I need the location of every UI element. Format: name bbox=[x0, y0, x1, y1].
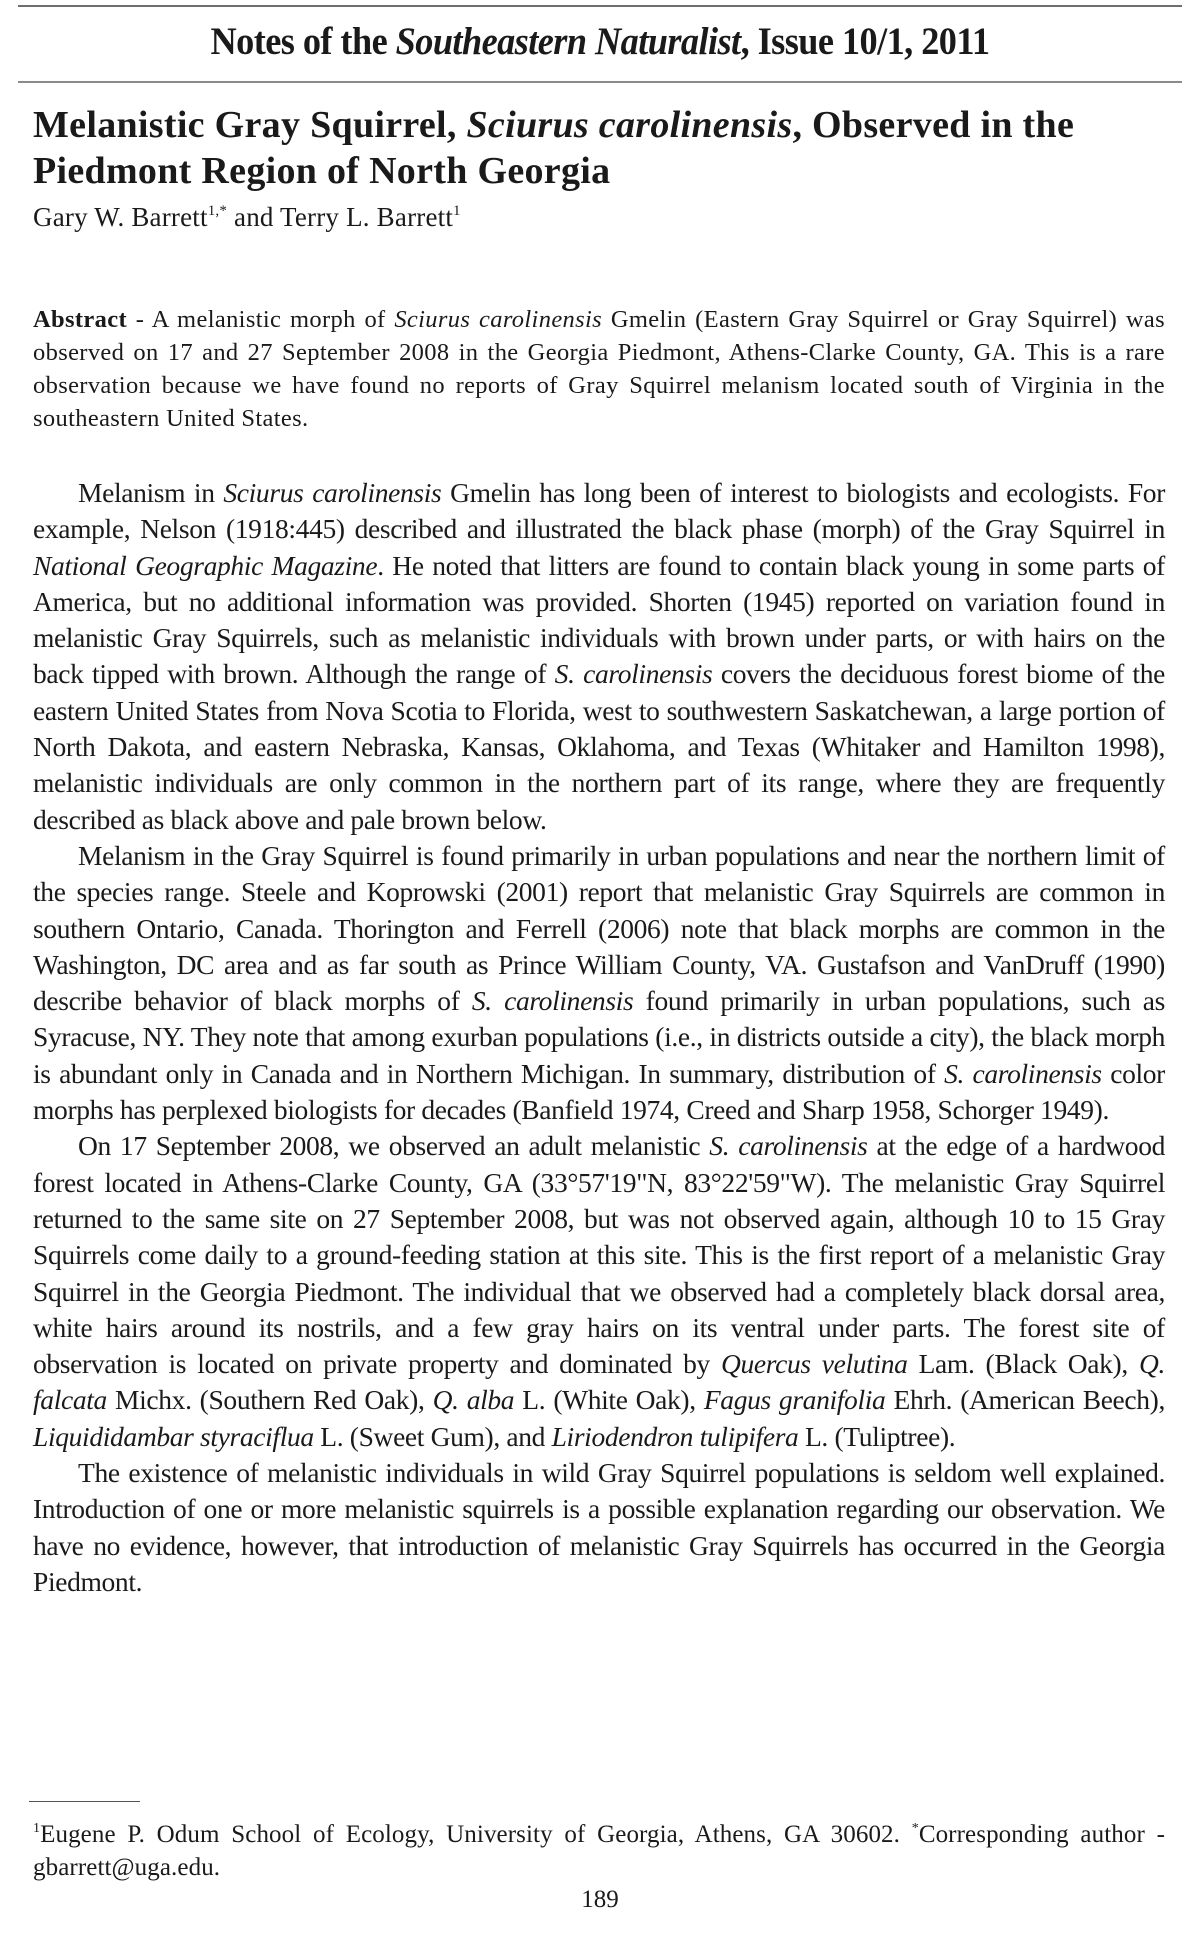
italic-text: S. carolinensis bbox=[944, 1057, 1102, 1089]
text-run: , Observed in the Piedmont Region of North Georgia bbox=[33, 104, 1075, 192]
body-paragraph bbox=[33, 1455, 1165, 1600]
text-run: Gmelin has long been of interest to biologists and ecologists. For example, Nelson (1918:445) described and illustrated the black phase (morph) of the Gray Squirrel in bbox=[33, 477, 1165, 545]
text-run: Melanism in the Gray Squirrel is found primarily in urban populations and near the northern limit of the species range. Steele and Koprowski (2001) report that melanistic Gray Squirrels are common in southern Ontario, Canada. Thorington and Ferrell (2006) note that black morphs are common in the Washington, DC area and as far south as Prince William County, VA. Gustafson and VanDruff (1990) describe behavior of black morphs of bbox=[33, 839, 1165, 1017]
text-run: The existence of melanistic individuals in wild Gray Squirrel populations is seldom well explained. Introduction of one or more melanistic squirrels is a possible explanation regarding our observation. We have no evidence, however, that introduction of melanistic Gray Squirrels has occurred in the Georgia Piedmont. bbox=[33, 1457, 1165, 1597]
body-paragraph bbox=[33, 475, 1165, 838]
italic-text: Quercus velutina bbox=[721, 1348, 908, 1380]
italic-text: S. carolinensis bbox=[471, 985, 634, 1017]
text-run: at the edge of a hardwood forest located in Athens-Clarke County, GA (33°57'19"N, 83°22'59"W). The melanistic Gray Squirrel returned to the same site on 27 September 2008, but was not observed again, although 10 to 15 Gray Squirrels come daily to a ground-feeding station at this site. This is the first report of a melanistic Gray Squirrel in the Georgia Piedmont. The individual that we observed had a completely black dorsal area, white hairs around its nostrils, and a few gray hairs on its ventral under parts. The forest site of observation is located on private property and dominated by bbox=[33, 1130, 1166, 1380]
article-body bbox=[33, 475, 1165, 1600]
header-top-rule bbox=[18, 5, 1182, 7]
footnote bbox=[33, 1818, 1165, 1884]
text-run: - A melanistic morph of bbox=[126, 306, 395, 333]
superscript: 1,* bbox=[207, 203, 228, 219]
italic-text: Q. falcata bbox=[33, 1348, 1165, 1416]
superscript: 1 bbox=[453, 203, 461, 219]
text-run: Michx. (Southern Red Oak), bbox=[106, 1384, 433, 1416]
text-run: Ehrh. (American Beech), bbox=[885, 1384, 1165, 1416]
article-title bbox=[33, 102, 1183, 194]
text-run: found primarily in urban populations, such as Syracuse, NY. They note that among exurban populations (i.e., in districts outside a city), the black morph is abundant only in Canada and in Northern Michigan. In summary, distribution of bbox=[33, 985, 1166, 1089]
italic-text: S. carolinensis bbox=[554, 658, 713, 690]
running-head bbox=[42, 16, 1158, 68]
text-run: , Issue 10/1, 2011 bbox=[740, 20, 990, 63]
italic-text: Liriodendron tulipifera bbox=[551, 1420, 799, 1452]
text-run: Gary W. Barrett bbox=[33, 202, 208, 232]
italic-text: Fagus granifolia bbox=[703, 1384, 886, 1416]
italic-text: Southeastern Naturalist bbox=[395, 20, 741, 63]
italic-text: Sciurus carolinensis bbox=[394, 306, 603, 333]
text-run: Eugene P. Odum School of Ecology, University of Georgia, Athens, GA 30602. bbox=[40, 1821, 912, 1848]
text-run: . He noted that litters are found to contain black young in some parts of America, but no additional information was provided. Shorten (1945) reported on variation found in melanistic Gray Squirrels, such as melanistic individuals with brown under parts, or with hairs on the back tipped with brown. Although the range of bbox=[33, 549, 1165, 690]
text-run: Notes of the bbox=[210, 20, 396, 63]
italic-text: Sciurus carolinensis bbox=[466, 104, 793, 146]
text-run: Gmelin (Eastern Gray Squirrel or Gray Squirrel) was observed on 17 and 27 September 2008 in the Georgia Piedmont, Athens-Clarke County, GA. This is a rare observation because we have found no reports of Gray Squirrel melanism located south of Virginia in the southeastern United States. bbox=[33, 306, 1166, 432]
italic-text: S. carolinensis bbox=[709, 1130, 868, 1162]
text-run: Melanistic Gray Squirrel, bbox=[33, 104, 467, 146]
body-paragraph bbox=[33, 838, 1165, 1128]
italic-text: National Geographic Magazine bbox=[33, 549, 378, 581]
italic-text: Liquididambar styraciflua bbox=[33, 1420, 314, 1452]
superscript: * bbox=[911, 1821, 919, 1836]
text-run: On 17 September 2008, we observed an adult melanistic bbox=[78, 1130, 710, 1162]
text-run: L. (Sweet Gum), and bbox=[313, 1420, 552, 1452]
body-paragraph bbox=[33, 1128, 1165, 1455]
text-run: Corresponding author - gbarrett@uga.edu. bbox=[33, 1821, 1165, 1881]
text-run: Melanism in bbox=[78, 477, 224, 508]
text-run: Lam. (Black Oak), bbox=[907, 1348, 1139, 1380]
superscript: 1 bbox=[33, 1821, 41, 1836]
footnote-rule bbox=[29, 1801, 140, 1802]
abstract bbox=[33, 303, 1165, 435]
text-run: color morphs has perplexed biologists for decades (Banfield 1974, Creed and Sharp 1958, Schorger 1949). bbox=[33, 1057, 1165, 1126]
italic-text: Q. alba bbox=[432, 1384, 515, 1416]
italic-text: Sciurus carolinensis bbox=[223, 477, 442, 508]
header-bottom-rule bbox=[18, 81, 1182, 83]
abstract-text bbox=[33, 306, 1165, 432]
abstract-label: Abstract bbox=[33, 306, 127, 333]
page-number: 189 bbox=[581, 1886, 619, 1913]
author-line bbox=[33, 200, 461, 234]
text-run: L. (White Oak), bbox=[514, 1384, 704, 1416]
text-run: and Terry L. Barrett bbox=[227, 202, 454, 232]
text-run: L. (Tuliptree). bbox=[798, 1420, 956, 1452]
text-run: covers the deciduous forest biome of the eastern United States from Nova Scotia to Florida, west to southwestern Saskatchewan, a large portion of North Dakota, and eastern Nebraska, Kansas, Oklahoma, and Texas (Whitaker and Hamilton 1998), melanistic individuals are only common in the northern part of its range, where they are frequently described as black above and pale brown below. bbox=[33, 658, 1165, 835]
